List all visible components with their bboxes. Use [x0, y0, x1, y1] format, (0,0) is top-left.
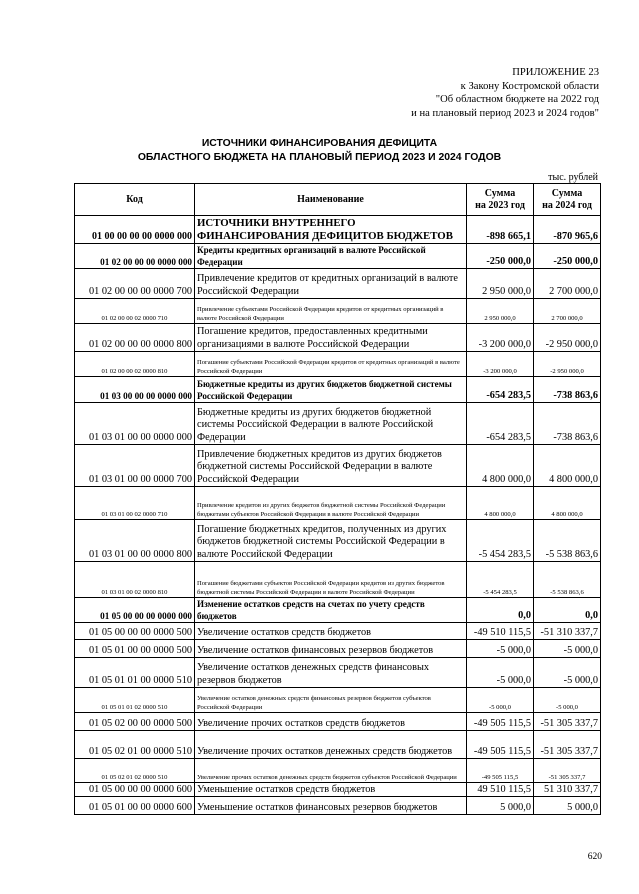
row-code: 01 03 00 00 00 0000 000 — [75, 377, 195, 403]
table-row — [75, 324, 601, 352]
table-row — [75, 658, 601, 688]
row-amount-2023: 5 000,0 — [467, 797, 534, 815]
column-header-2023-line1: Сумма — [484, 187, 516, 199]
column-header-name: Наименование — [195, 184, 467, 216]
row-code: 01 03 01 00 00 0000 800 — [75, 520, 195, 562]
table-row — [75, 244, 601, 269]
row-name: Привлечение субъектами Российской Федерации кредитов от кредитных организаций в валюте Российской Федерации — [195, 299, 467, 324]
column-header-2024-line2: на 2024 год — [542, 199, 592, 211]
row-amount-2024: 2 700 000,0 — [534, 269, 601, 299]
title-line-2: ОБЛАСТНОГО БЮДЖЕТА НА ПЛАНОВЫЙ ПЕРИОД 2023 И 2024 ГОДОВ — [137, 151, 502, 163]
row-name: Погашение бюджетных кредитов, полученных из других бюджетов бюджетной системы Российской Федерации в валюте Российской Федерации — [195, 520, 467, 562]
row-code: 01 05 02 00 00 0000 500 — [75, 713, 195, 731]
row-name: Увеличение остатков финансовых резервов бюджетов — [195, 640, 467, 658]
row-name: Увеличение остатков средств бюджетов — [195, 623, 467, 640]
row-amount-2023: -49 505 115,5 — [467, 713, 534, 731]
row-name: Увеличение остатков денежных средств финансовых резервов бюджетов — [195, 658, 467, 688]
row-code: 01 03 01 00 00 0000 700 — [75, 445, 195, 487]
row-amount-2024: -51 310 337,7 — [534, 623, 601, 640]
row-amount-2023: -3 200 000,0 — [467, 352, 534, 377]
financing-sources-table — [74, 183, 601, 815]
row-amount-2023: 2 950 000,0 — [467, 269, 534, 299]
table-row — [75, 487, 601, 520]
table-row — [75, 299, 601, 324]
column-header-2024 — [534, 184, 601, 216]
row-amount-2024: -5 538 863,6 — [534, 520, 601, 562]
appendix-header — [411, 66, 599, 120]
row-amount-2023: 4 800 000,0 — [467, 445, 534, 487]
row-name: Бюджетные кредиты из других бюджетов бюджетной системы Российской Федерации — [195, 377, 467, 403]
row-amount-2023: -5 454 283,5 — [467, 562, 534, 598]
table-row — [75, 640, 601, 658]
row-code: 01 05 00 00 00 0000 500 — [75, 623, 195, 640]
row-amount-2023: -3 200 000,0 — [467, 324, 534, 352]
row-amount-2024: 0,0 — [534, 598, 601, 623]
table-row — [75, 352, 601, 377]
row-name: Бюджетные кредиты из других бюджетов бюджетной системы Российской Федерации в валюте Российской Федерации — [195, 403, 467, 445]
row-code: 01 05 01 00 00 0000 600 — [75, 797, 195, 815]
document-title — [0, 137, 639, 164]
row-code: 01 05 02 01 00 0000 510 — [75, 731, 195, 759]
row-code: 01 02 00 00 00 0000 700 — [75, 269, 195, 299]
table-row — [75, 759, 601, 783]
appendix-law-title-2: и на плановый период 2023 и 2024 годов" — [411, 107, 599, 119]
row-code: 01 05 01 01 02 0000 510 — [75, 688, 195, 713]
row-name: Привлечение кредитов от кредитных организаций в валюте Российской Федерации — [195, 269, 467, 299]
row-amount-2024: -2 950 000,0 — [534, 352, 601, 377]
row-name: Увеличение прочих остатков денежных средств бюджетов — [195, 731, 467, 759]
row-name: Увеличение остатков денежных средств финансовых резервов бюджетов субъектов Российской Федерации — [195, 688, 467, 713]
row-amount-2023: 49 510 115,5 — [467, 783, 534, 797]
table-row — [75, 797, 601, 815]
row-name: Погашение бюджетами субъектов Российской Федерации кредитов из других бюджетов бюджетной системы Российской Федерации в валюте Российской Федерации — [195, 562, 467, 598]
appendix-law-title-1: "Об областном бюджете на 2022 год — [435, 94, 599, 106]
row-amount-2024: 4 800 000,0 — [534, 487, 601, 520]
row-code: 01 05 01 00 00 0000 500 — [75, 640, 195, 658]
row-code: 01 05 00 00 00 0000 600 — [75, 783, 195, 797]
row-amount-2024: -51 305 337,7 — [534, 713, 601, 731]
row-amount-2024: 51 310 337,7 — [534, 783, 601, 797]
row-amount-2024: 4 800 000,0 — [534, 445, 601, 487]
row-code: 01 05 01 01 00 0000 510 — [75, 658, 195, 688]
row-amount-2023: -5 000,0 — [467, 658, 534, 688]
table-row — [75, 269, 601, 299]
row-amount-2023: -49 505 115,5 — [467, 731, 534, 759]
row-name: Погашение субъектами Российской Федерации кредитов от кредитных организаций в валюте Российской Федерации — [195, 352, 467, 377]
row-amount-2023: -5 000,0 — [467, 688, 534, 713]
row-amount-2023: -49 510 115,5 — [467, 623, 534, 640]
table-row — [75, 713, 601, 731]
row-amount-2024: -5 000,0 — [534, 688, 601, 713]
appendix-law: к Закону Костромской области — [460, 80, 599, 92]
row-code: 01 02 00 00 00 0000 800 — [75, 324, 195, 352]
row-amount-2023: 0,0 — [467, 598, 534, 623]
row-name: Увеличение прочих остатков средств бюджетов — [195, 713, 467, 731]
table-row — [75, 688, 601, 713]
units-label: тыс. рублей — [548, 172, 598, 183]
page-number: 620 — [587, 852, 602, 862]
row-code: 01 02 00 00 00 0000 000 — [75, 244, 195, 269]
row-name: Погашение кредитов, предоставленных кредитными организациями в валюте Российской Федерации — [195, 324, 467, 352]
row-amount-2023: -654 283,5 — [467, 403, 534, 445]
row-name: ИСТОЧНИКИ ВНУТРЕННЕГО ФИНАНСИРОВАНИЯ ДЕФИЦИТОВ БЮДЖЕТОВ — [195, 216, 467, 244]
row-name: Привлечение кредитов из других бюджетов бюджетной системы Российской Федерации бюджетами субъектов Российской Федерации в валюте Российской Федерации — [195, 487, 467, 520]
table-row — [75, 520, 601, 562]
table-row — [75, 598, 601, 623]
row-amount-2024: -738 863,6 — [534, 377, 601, 403]
row-amount-2024: -738 863,6 — [534, 403, 601, 445]
row-name: Уменьшение остатков финансовых резервов бюджетов — [195, 797, 467, 815]
table-row — [75, 403, 601, 445]
row-amount-2024: -870 965,6 — [534, 216, 601, 244]
table-header-row — [75, 184, 601, 216]
row-amount-2023: -5 454 283,5 — [467, 520, 534, 562]
row-amount-2023: -49 505 115,5 — [467, 759, 534, 783]
row-name: Кредиты кредитных организаций в валюте Российской Федерации — [195, 244, 467, 269]
table-row — [75, 562, 601, 598]
row-code: 01 02 00 00 02 0000 810 — [75, 352, 195, 377]
appendix-label: ПРИЛОЖЕНИЕ 23 — [512, 67, 599, 78]
row-amount-2024: 5 000,0 — [534, 797, 601, 815]
row-amount-2023: 4 800 000,0 — [467, 487, 534, 520]
row-amount-2023: -250 000,0 — [467, 244, 534, 269]
column-header-2023-line2: на 2023 год — [475, 199, 525, 211]
column-header-2023 — [467, 184, 534, 216]
row-name: Изменение остатков средств на счетах по учету средств бюджетов — [195, 598, 467, 623]
row-code: 01 05 02 01 02 0000 510 — [75, 759, 195, 783]
row-amount-2024: -51 305 337,7 — [534, 759, 601, 783]
row-amount-2024: 2 700 000,0 — [534, 299, 601, 324]
row-amount-2024: -51 305 337,7 — [534, 731, 601, 759]
row-code: 01 00 00 00 00 0000 000 — [75, 216, 195, 244]
row-amount-2024: -5 538 863,6 — [534, 562, 601, 598]
row-amount-2023: -898 665,1 — [467, 216, 534, 244]
table-row — [75, 623, 601, 640]
column-header-code: Код — [75, 184, 195, 216]
row-amount-2024: -250 000,0 — [534, 244, 601, 269]
table-row — [75, 445, 601, 487]
row-code: 01 03 01 00 00 0000 000 — [75, 403, 195, 445]
row-code: 01 03 01 00 02 0000 710 — [75, 487, 195, 520]
row-code: 01 03 01 00 02 0000 810 — [75, 562, 195, 598]
table-row — [75, 377, 601, 403]
row-code: 01 05 00 00 00 0000 000 — [75, 598, 195, 623]
column-header-2024-line1: Сумма — [551, 187, 583, 199]
title-line-1: ИСТОЧНИКИ ФИНАНСИРОВАНИЯ ДЕФИЦИТА — [201, 138, 438, 149]
row-amount-2024: -2 950 000,0 — [534, 324, 601, 352]
row-amount-2023: -654 283,5 — [467, 377, 534, 403]
table-row — [75, 216, 601, 244]
row-amount-2024: -5 000,0 — [534, 640, 601, 658]
table-row — [75, 783, 601, 797]
row-code: 01 02 00 00 02 0000 710 — [75, 299, 195, 324]
row-name: Увеличение прочих остатков денежных средств бюджетов субъектов Российской Федерации — [195, 759, 467, 783]
row-amount-2023: 2 950 000,0 — [467, 299, 534, 324]
row-amount-2023: -5 000,0 — [467, 640, 534, 658]
row-name: Уменьшение остатков средств бюджетов — [195, 783, 467, 797]
row-amount-2024: -5 000,0 — [534, 658, 601, 688]
row-name: Привлечение бюджетных кредитов из других бюджетов бюджетной системы Российской Федерации в валюте Российской Федерации — [195, 445, 467, 487]
table-row — [75, 731, 601, 759]
